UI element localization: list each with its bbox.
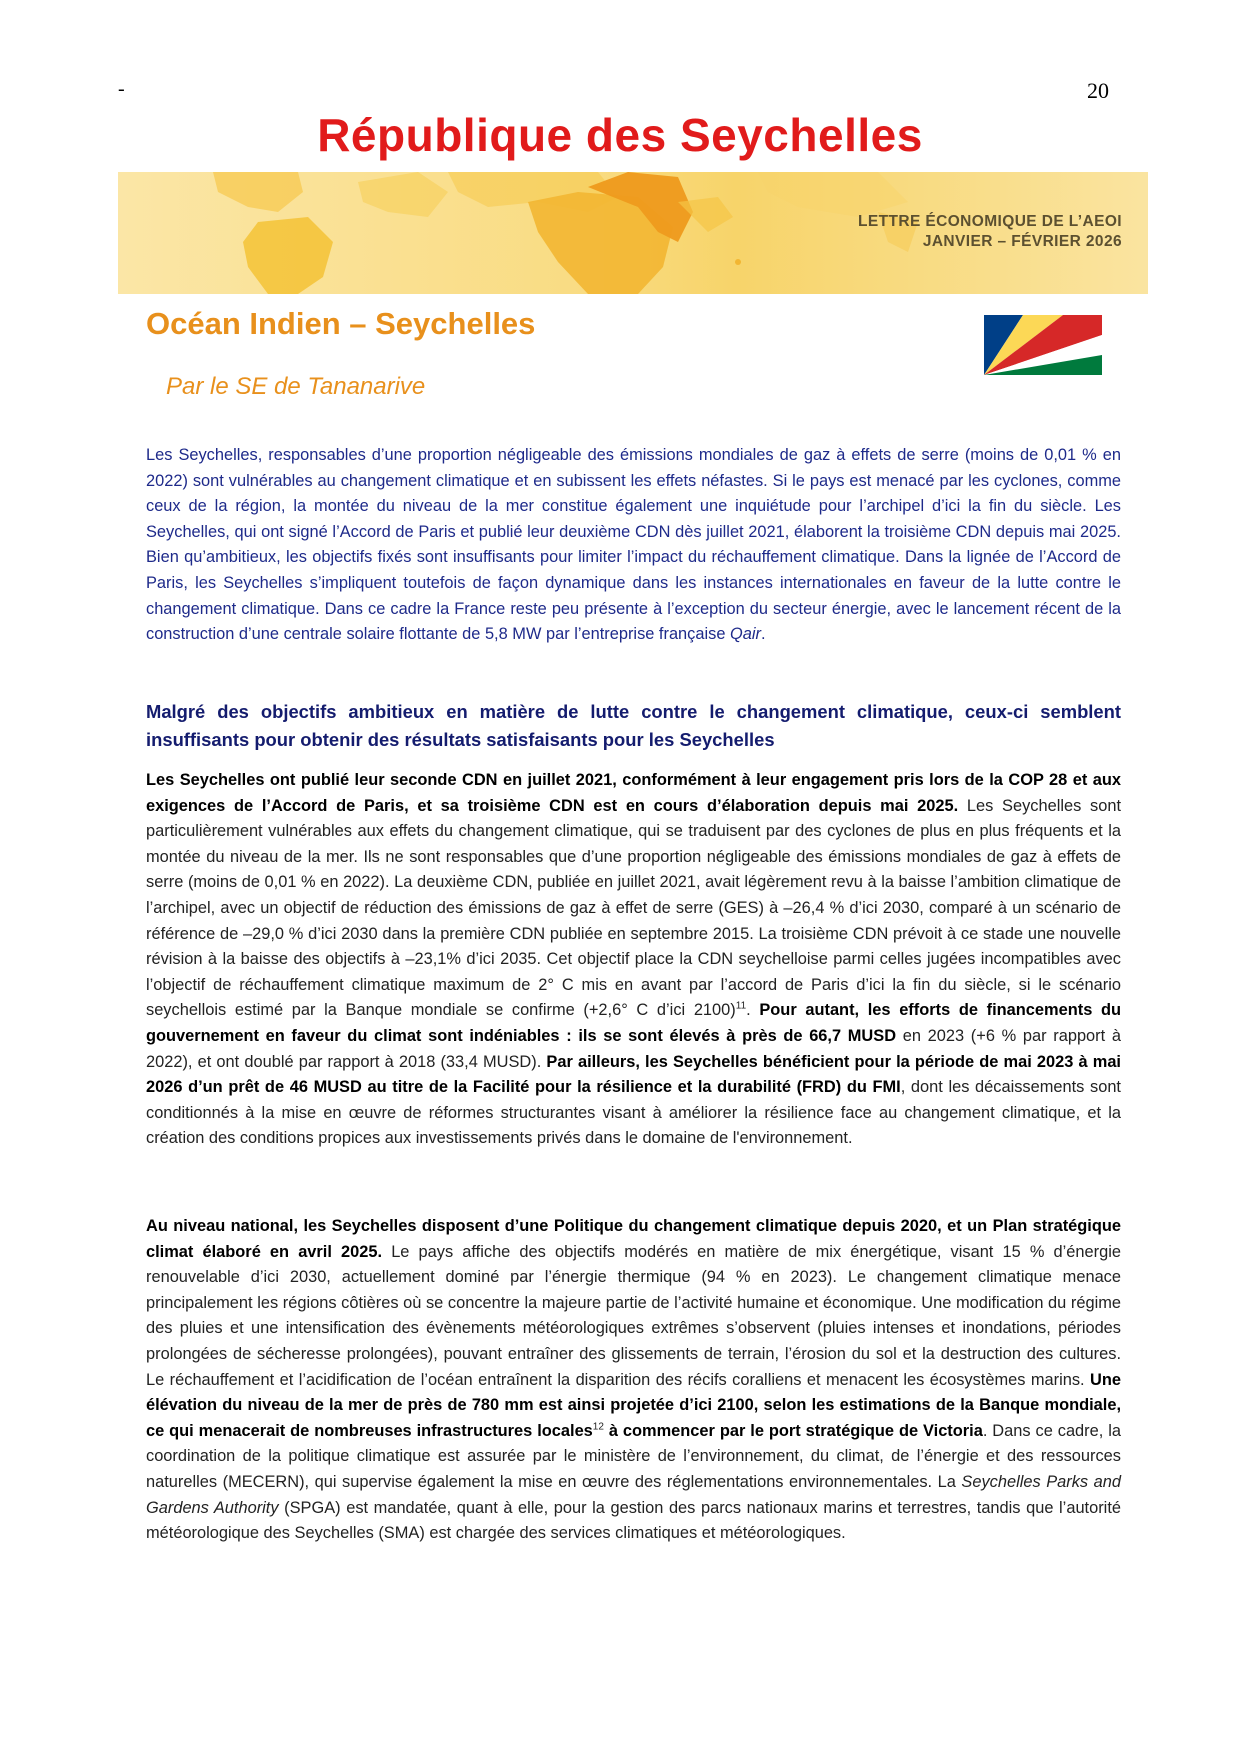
p1-text-2: en 2023 (+6 % par rapport à 2022), et ont doublé par rapport à 2018 (33,4 MUSD).: [146, 1026, 1121, 1071]
paragraph-cdn: [146, 768, 1121, 1152]
section-byline: Par le SE de Tananarive: [166, 373, 426, 400]
p1-text-3: , dont les décaissements sont conditionnés à la mise en œuvre de réformes structurantes visant à améliorer la résilience face au changement climatique, et la création des conditions propices aux investissements privés dans le domaine de l'environnement.: [146, 1078, 1121, 1148]
p2-text-1: Le pays affiche des objectifs modérés en matière de mix énergétique, visant 15 % d’énergie renouvelable d’ici 2030, actuellement dominé par l’énergie thermique (94 % en 2023). Le changement climatique menace principalement les régions côtières où se concentre la majeure partie de l’activité humaine et économique. Une modification du régime des pluies et une intensification des évènements météorologiques extrêmes s’observent (pluies intenses et inondations, périodes prolongées de sécheresse prolongées), pouvant entraîner des glissements de terrain, l’érosion du sol et la destruction des cultures. Le réchauffement et l’acidification de l’océan entraînent la disparition des récifs coralliens et menacent les écosystèmes marins.: [146, 1242, 1121, 1389]
p1-bold-2: Pour autant, les efforts de financements du gouvernement en faveur du climat sont indéniables : ils se sont élevés à près de 66,7 MUSD: [146, 1001, 1121, 1045]
p2-bold-2b: à commencer par le port stratégique de Victoria: [603, 1421, 983, 1440]
p2-text-3: (SPGA) est mandatée, quant à elle, pour la gestion des parcs nationaux marins et terrestres, tandis que l’autorité météorologique des Seychelles (SMA) est chargée des services climatiques et météorologiques.: [146, 1498, 1121, 1543]
banner-line2: JANVIER – FÉVRIER 2026: [922, 233, 1122, 250]
page-title: République des Seychelles: [317, 109, 923, 161]
section-title: Océan Indien – Seychelles: [146, 306, 536, 341]
subheading: Malgré des objectifs ambitieux en matière de lutte contre le changement climatique, ceux-ci semblent insuffisants pour obtenir des résultats satisfaisants pour les Seychelles: [146, 701, 1121, 750]
header-dash: -: [118, 78, 125, 100]
p1-text-1b: .: [746, 1001, 760, 1020]
p1-bold-1: Les Seychelles ont publié leur seconde CDN en juillet 2021, conformément à leur engagement pris lors de la COP 28 et aux exigences de l’Accord de Paris, et sa troisième CDN est en cours d’élaboration depuis mai 2025.: [146, 771, 1121, 815]
intro-summary: [146, 443, 1121, 648]
p2-bold-1: Au niveau national, les Seychelles disposent d’une Politique du changement climatique depuis 2020, et un Plan stratégique climat élaboré en avril 2025.: [146, 1217, 1121, 1261]
intro-text-end: .: [760, 625, 766, 644]
p1-bold-3: Par ailleurs, les Seychelles bénéficient pour la période de mai 2023 à mai 2026 d’un prêt de 46 MUSD au titre de la Facilité pour la résilience et la durabilité (FRD) du FMI: [146, 1052, 1121, 1097]
p2-spga-name: Seychelles Parks and Gardens Authority: [146, 1472, 1121, 1517]
banner-caption: [858, 212, 1122, 252]
footnote-11: 11: [735, 1000, 747, 1012]
footnote-12: 12: [592, 1421, 604, 1433]
p2-text-2: . Dans ce cadre, la coordination de la politique climatique est assurée par le ministère de l’environnement, du climat, de l’énergie et des ressources naturelles (MECERN), qui supervise également la mise en œuvre des réglementations environnementales. La: [146, 1421, 1121, 1491]
intro-company-name: Qair: [730, 625, 761, 644]
newsletter-banner: [118, 172, 1148, 294]
p1-text-1: Les Seychelles sont particulièrement vulnérables aux effets du changement climatique, qui se traduisent par des cyclones de plus en plus fréquents et la montée du niveau de la mer. Ils ne sont responsables que d’une proportion négligeable des émissions mondiales de gaz à effets de serre (moins de 0,01 % en 2022). La deuxième CDN, publiée en juillet 2021, avait légèrement revu à la baisse l’ambition climatique de l’archipel, avec un objectif de réduction des émissions de gaz à effet de serre (GES) à –26,4 % d’ici 2030, comparé à un scénario de référence de –29,0 % d’ici 2030 dans la première CDN publiée en septembre 2015. La troisième CDN prévoit à ce stade une nouvelle révision à la baisse des objectifs à –23,1% d’ici 2035. Cet objectif place la CDN seychelloise parmi celles jugées incompatibles avec l’objectif de réchauffement climatique maximum de 2° C mis en avant par l’accord de Paris d’ici la fin du siècle, si le scénario seychellois estimé par la Banque mondiale se confirme (+2,6° C d’ici 2100): [146, 796, 1121, 1020]
paragraph-national-policy: [146, 1214, 1121, 1547]
seychelles-flag-icon: [984, 315, 1102, 375]
intro-text: Les Seychelles, responsables d’une proportion négligeable des émissions mondiales de gaz à effets de serre (moins de 0,01 % en 2022) sont vulnérables au changement climatique et en subissent les effets néfastes. Si le pays est menacé par les cyclones, comme ceux de la région, la montée du niveau de la mer constitue également une inquiétude pour l’archipel d’ici la fin du siècle. Les Seychelles, qui ont signé l’Accord de Paris et publié leur deuxième CDN dès juillet 2021, élaborent la troisième CDN depuis mai 2025. Bien qu’ambitieux, les objectifs fixés sont insuffisants pour limiter l’impact du réchauffement climatique. Dans la lignée de l’Accord de Paris, les Seychelles s’impliquent toutefois de façon dynamique dans les instances internationales en faveur de la lutte contre le changement climatique. Dans ce cadre la France reste peu présente à l’exception du secteur énergie, avec le lancement récent de la construction d’une centrale solaire flottante de 5,8 MW par l’entreprise française: [146, 446, 1121, 644]
banner-line1: LETTRE ÉCONOMIQUE DE L’AEOI: [858, 213, 1122, 230]
p2-bold-2: Une élévation du niveau de la mer de près de 780 mm est ainsi projetée d’ici 2100, selon les estimations de la Banque mondiale, ce qui menacerait de nombreuses infrastructures locales: [146, 1370, 1121, 1440]
page-number: 20: [1087, 78, 1109, 103]
